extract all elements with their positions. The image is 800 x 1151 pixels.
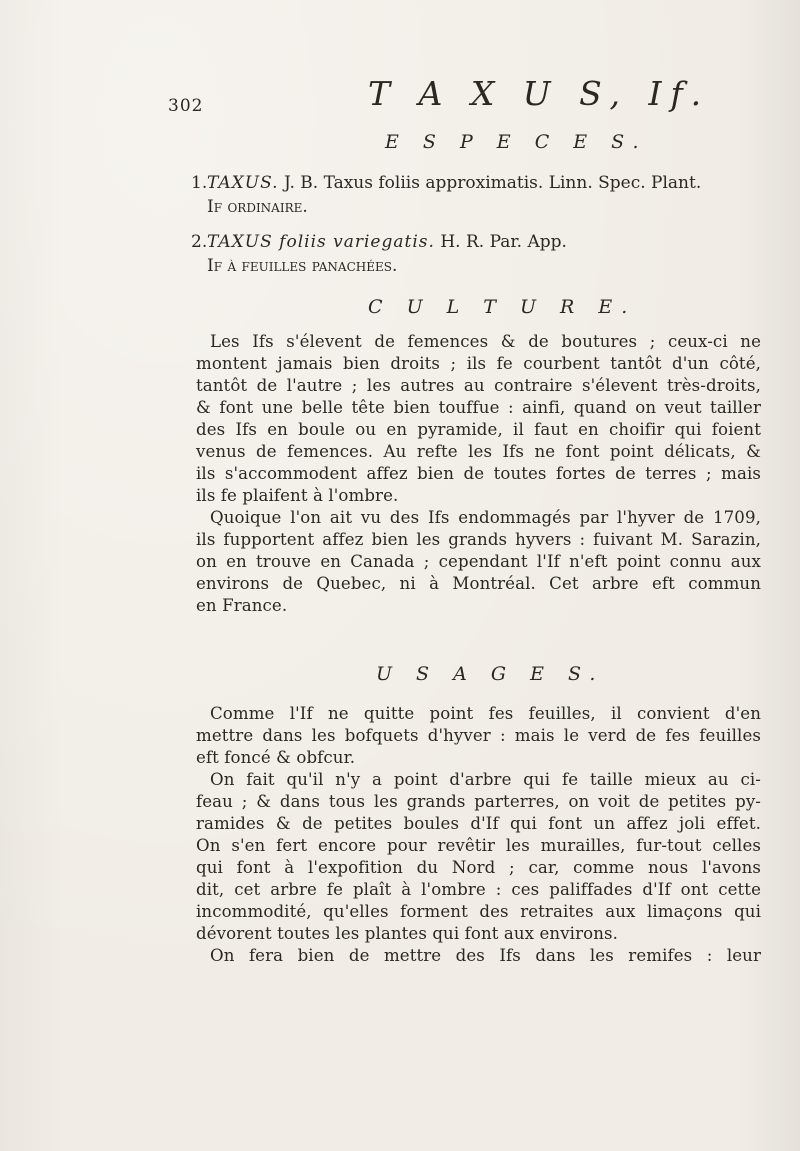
text-line: des Ifs en boule ou en pyramide, il faut en choifir qui foient: [196, 420, 761, 439]
text-line: On fera bien de mettre des Ifs dans les remifes : leur: [210, 946, 761, 965]
text-line: feau ; & dans tous les grands parterres, on voit de petites py-: [196, 792, 761, 811]
species-latin-name: TAXUS.: [207, 173, 279, 193]
usages-text: [196, 703, 761, 967]
text-line: environs de Quebec, ni à Montréal. Cet arbre eft commun: [196, 574, 761, 593]
species-entry-1: [191, 171, 791, 219]
text-line: ils s'accommodent affez bien de toutes fortes de terres ; mais: [196, 464, 761, 483]
text-line: eft foncé & obfcur.: [196, 748, 356, 767]
species-citation: J. B. Taxus foliis approximatis. Linn. Spec. Plant.: [278, 173, 702, 193]
text-line: ramides & de petites boules d'If qui font un affez joli effet.: [196, 814, 761, 833]
species-number: 1.: [191, 173, 208, 193]
species-latin-name: TAXUS foliis variegatis.: [207, 232, 435, 252]
text-line: ils fe plaifent à l'ombre.: [196, 486, 399, 505]
text-line: en France.: [196, 596, 288, 615]
text-line: qui font à l'expofition du Nord ; car, comme nous l'avons: [196, 858, 761, 877]
text-line: incommodité, qu'elles forment des retraites aux limaçons qui: [196, 902, 761, 921]
text-line: mettre dans les bofquets d'hyver : mais le verd de fes feuilles: [196, 726, 761, 745]
species-entry-2: [191, 230, 791, 278]
section-title-usages: U S A G E S.: [376, 663, 605, 685]
running-head: T A X U S, If.: [368, 74, 711, 113]
text-line: On fait qu'il n'y a point d'arbre qui fe taille mieux au ci-: [210, 770, 761, 789]
species-french-name: If ordinaire.: [207, 197, 308, 217]
species-french-name: If à feuilles panachées.: [207, 256, 398, 276]
section-title-culture: C U L T U R E.: [368, 296, 637, 318]
text-line: & font une belle tête bien touffue : ainfi, quand on veut tailler: [196, 398, 761, 417]
text-line: Comme l'If ne quitte point fes feuilles, il convient d'en: [210, 704, 761, 723]
page-number: 302: [168, 96, 204, 116]
species-number: 2.: [191, 232, 208, 252]
text-line: venus de femences. Au refte les Ifs ne font point délicats, &: [196, 442, 761, 461]
text-line: Quoique l'on ait vu des Ifs endommagés par l'hyver de 1709,: [210, 508, 761, 527]
text-line: On s'en fert encore pour revêtir les murailles, fur-tout celles: [196, 836, 761, 855]
section-title-especes: E S P E C E S.: [385, 131, 648, 153]
text-line: montent jamais bien droits ; ils fe courbent tantôt d'un côté,: [196, 354, 761, 373]
culture-text: [196, 331, 761, 617]
text-line: ils fupportent affez bien les grands hyvers : fuivant M. Sarazin,: [196, 530, 761, 549]
species-citation: H. R. Par. App.: [434, 232, 567, 252]
text-line: dévorent toutes les plantes qui font aux environs.: [196, 924, 618, 943]
text-line: on en trouve en Canada ; cependant l'If n'eft point connu aux: [196, 552, 761, 571]
text-line: Les Ifs s'élevent de femences & de boutures ; ceux-ci ne: [210, 332, 761, 351]
text-line: tantôt de l'autre ; les autres au contraire s'élevent très-droits,: [196, 376, 761, 395]
text-line: dit, cet arbre fe plaît à l'ombre : ces paliffades d'If ont cette: [196, 880, 761, 899]
